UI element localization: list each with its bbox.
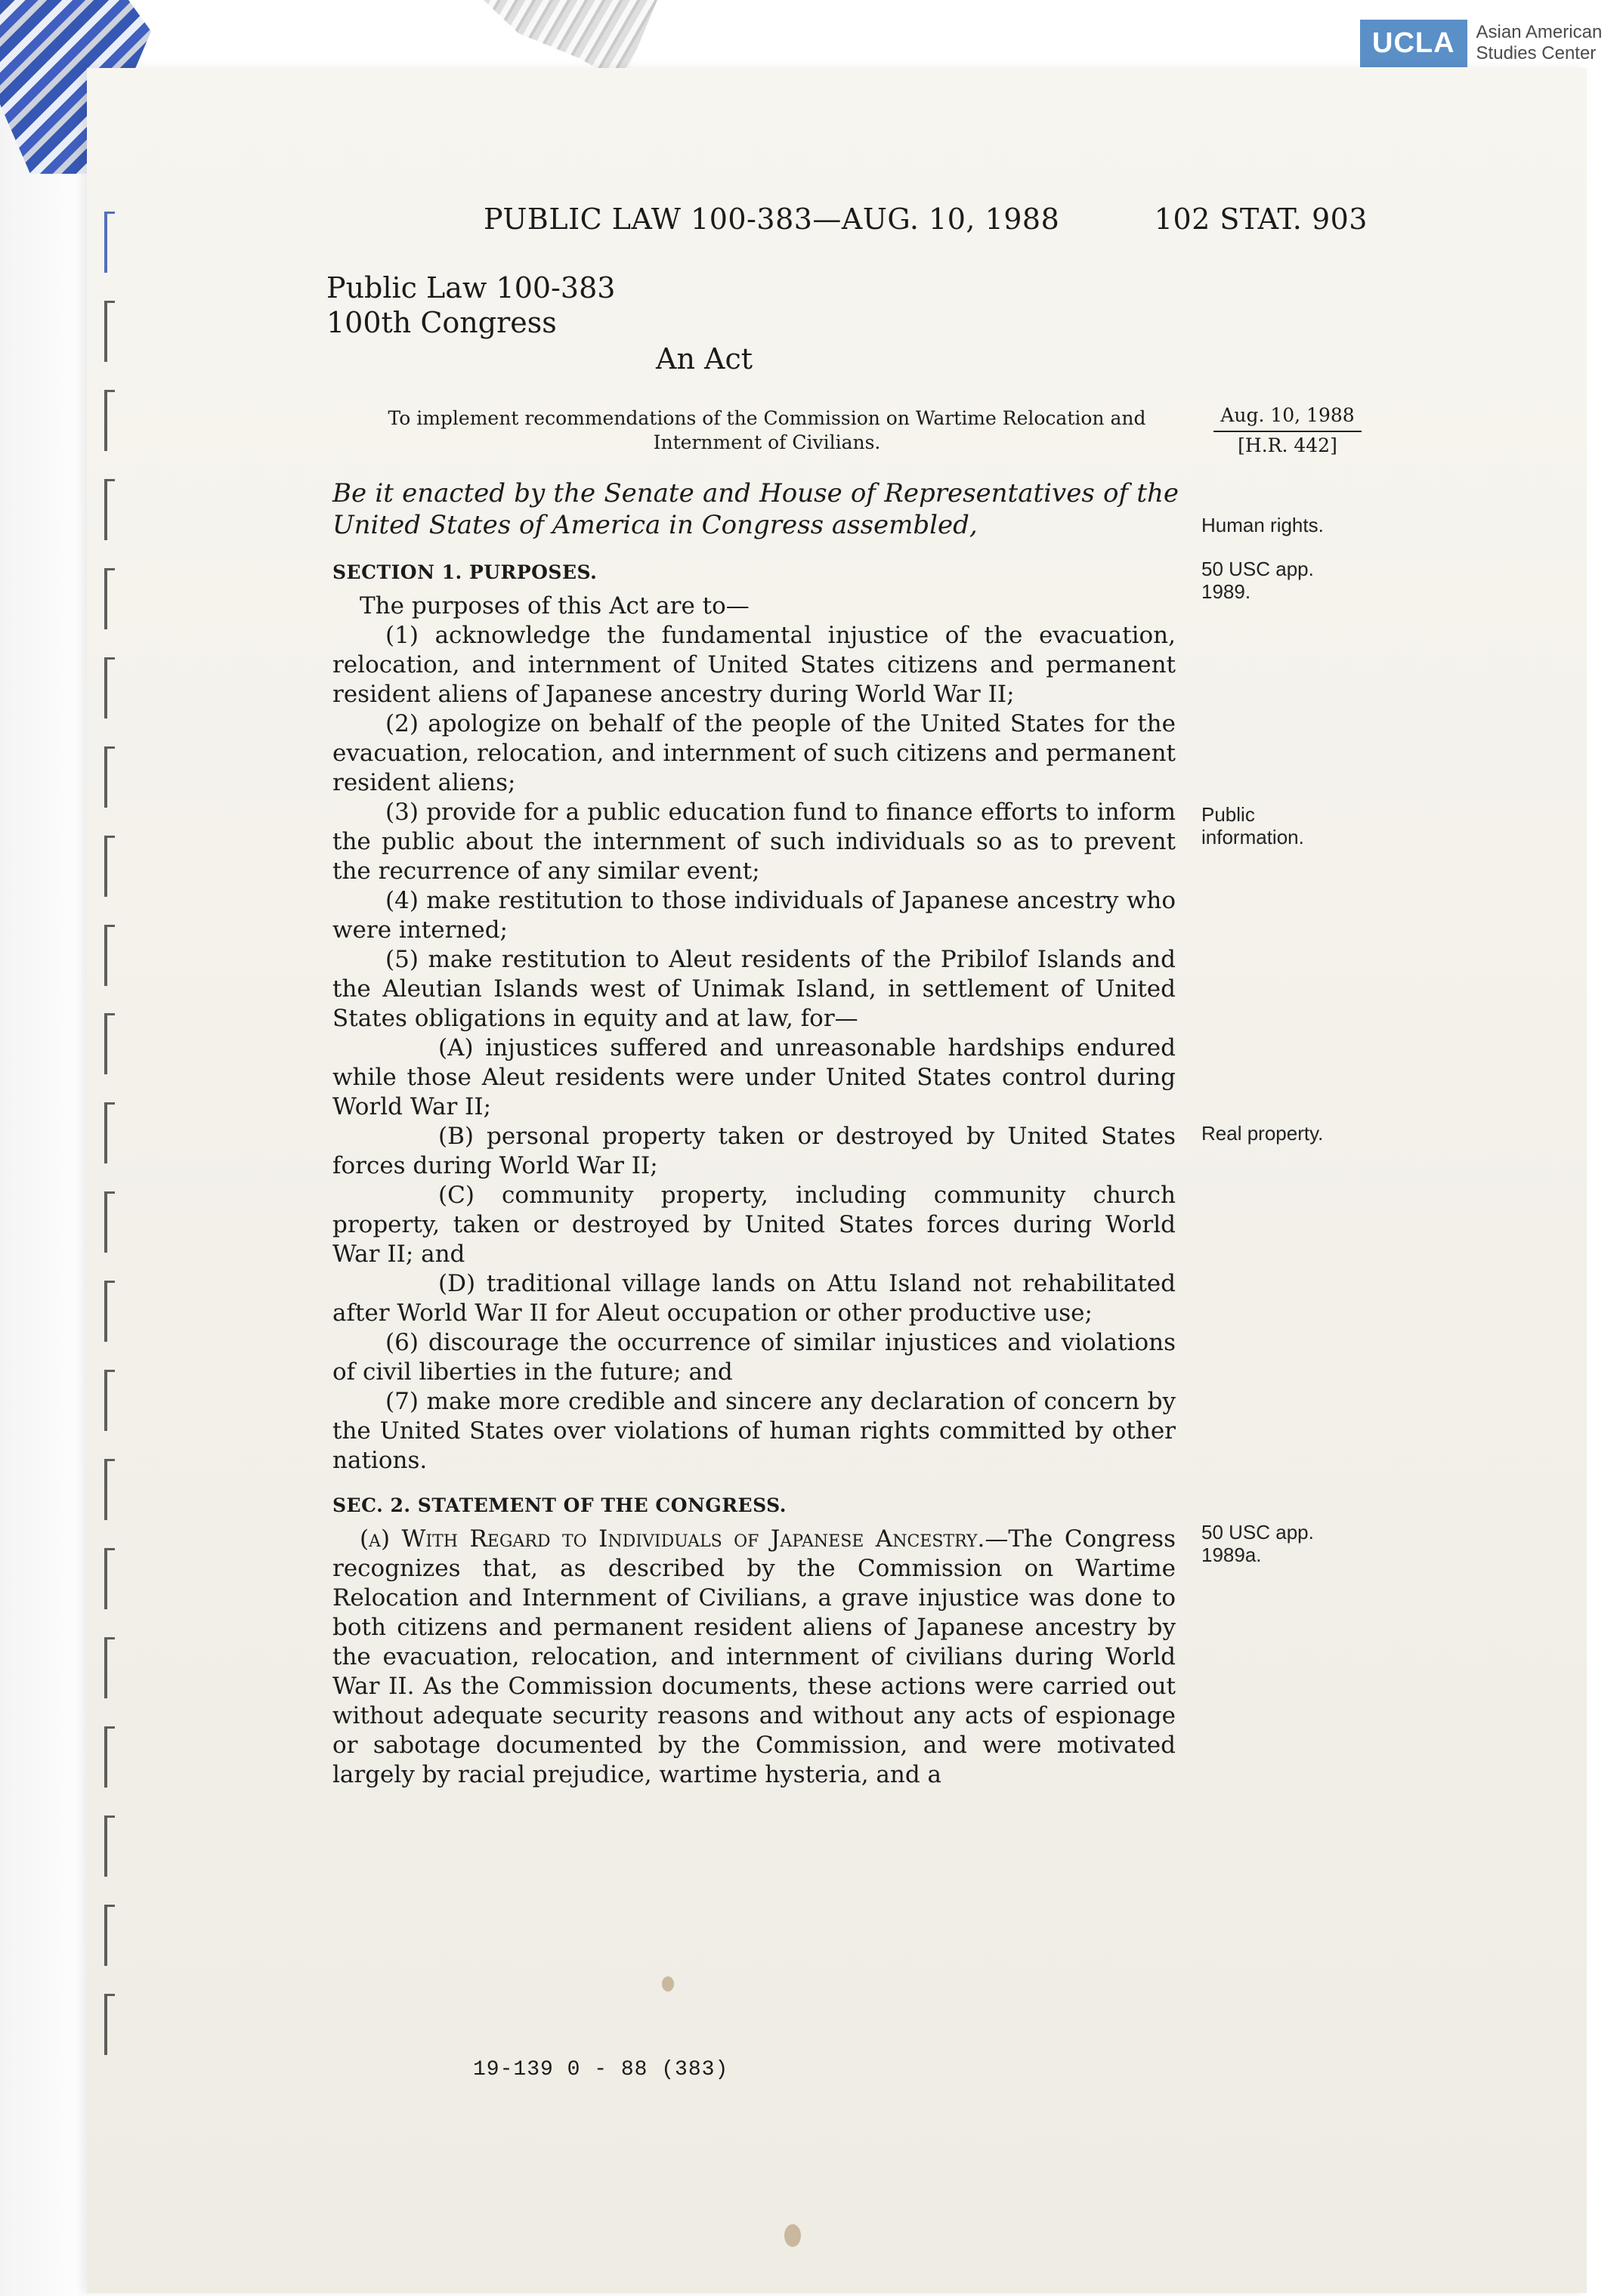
binding-ring [104,1102,115,1163]
paper-smudge [662,1976,674,1992]
binding-ring [104,1637,115,1698]
binding-ring [104,479,115,540]
section-2-lead: (a) With Regard to Individuals of Japanese Ancestry. [360,1525,985,1553]
binding-ring [104,568,115,629]
binding-ring [104,657,115,718]
usc-1989-line-1: 50 USC app. [1201,558,1314,580]
margin-note-usc-1989 [1201,558,1314,603]
purpose-6: (6) discourage the occurrence of similar injustices and violations of civil liberties in the future; and [332,1329,1176,1386]
binding-ring [104,212,115,273]
binding-ring [104,1013,115,1074]
margin-note-usc-1989a [1201,1521,1314,1566]
logo-text [1476,22,1603,64]
binding-ring [104,1191,115,1253]
print-code-footer: 19-139 0 - 88 (383) [473,2058,729,2081]
header-left: PUBLIC LAW 100-383—AUG. 10, 1988 [484,202,1060,236]
logo-line-1: Asian American [1476,22,1603,42]
purpose-5d: (D) traditional village lands on Attu Island not rehabilitated after World War II for Aleut occupation or other productive use; [332,1270,1176,1327]
section-1-intro: The purposes of this Act are to— [360,592,750,620]
purpose-5c: (C) community property, including community church property, taken or destroyed by United States forces during World War II; and [332,1182,1176,1268]
running-header [484,202,1368,236]
paper-smudge [784,2224,801,2247]
binding-ring [104,1905,115,1966]
subtitle-line-2: Internment of Civilians. [653,431,881,453]
logo-box: UCLA [1360,20,1467,67]
subtitle-line-1: To implement recommendations of the Commission on Wartime Relocation and [388,407,1146,429]
bill-number: [H.R. 442] [1238,434,1337,456]
binding-ring [104,1281,115,1342]
binding-ring [104,1726,115,1788]
act-subtitle [332,406,1201,455]
ucla-logo [1360,17,1602,70]
section-gap [332,1476,1176,1491]
purpose-5b: (B) personal property taken or destroyed by United States forces during World War II; [332,1123,1176,1179]
binding-ring [104,1370,115,1431]
purpose-5: (5) make restitution to Aleut residents of the Pribilof Islands and the Aleutian Islands west of Unimak Island, in settlement of United States obligations in equity and at law, for— [332,946,1176,1032]
section-1-heading: SECTION 1. PURPOSES. [332,561,598,583]
public-info-line-1: Public [1201,803,1255,826]
binding-ring [104,925,115,986]
usc-1989-line-2: 1989. [1201,580,1251,603]
purpose-7: (7) make more credible and sincere any declaration of concern by the United States over violations of human rights committed by other nations. [332,1388,1176,1474]
binding-ring [104,301,115,362]
law-identifier [326,270,615,340]
section-2-paragraph-a [332,1525,1176,1790]
public-info-line-2: information. [1201,826,1304,848]
binding-ring [104,1548,115,1609]
act-title: An Act [656,342,753,375]
enactment-date: Aug. 10, 1988 [1213,402,1362,432]
binding-ring [104,836,115,897]
margin-note-human-rights: Human rights. [1201,514,1324,536]
binding-ring [104,1815,115,1877]
purpose-2: (2) apologize on behalf of the people of the United States for the evacuation, relocation, and internment of such citizens and permanent resident aliens; [332,710,1176,796]
congress-number: 100th Congress [326,306,557,339]
usc-1989a-line-1: 50 USC app. [1201,1521,1314,1544]
binding-ring [104,1459,115,1520]
purpose-3: (3) provide for a public education fund to finance efforts to inform the public about the internment of such individuals so as to prevent the recurrence of any similar event; [332,799,1176,885]
section-2-heading: SEC. 2. STATEMENT OF THE CONGRESS. [332,1494,787,1516]
logo-line-2: Studies Center [1476,43,1597,63]
usc-1989a-line-2: 1989a. [1201,1544,1262,1566]
margin-note-public-information [1201,803,1304,848]
law-number: Public Law 100-383 [326,271,616,304]
purpose-5a: (A) injustices suffered and unreasonable hardships endured while those Aleut residents were under United States control during World War II; [332,1034,1176,1120]
binding-ring [104,746,115,808]
binding-ring [104,1994,115,2055]
document-body [332,558,1176,1790]
spiral-binding [104,212,127,2055]
binding-ring [104,390,115,451]
header-right: 102 STAT. 903 [1154,202,1368,236]
purpose-1: (1) acknowledge the fundamental injustice of the evacuation, relocation, and internment of United States citizens and permanent resident aliens of Japanese ancestry during World War II; [332,622,1176,708]
purpose-4: (4) make restitution to those individuals of Japanese ancestry who were interned; [332,887,1176,944]
section-2-text: —The Congress recognizes that, as described by the Commission on Wartime Relocation and Internment of Civilians, a grave injustice was done to both citizens and permanent resident aliens of Japanese ancestry by the evacuation, relocation, and internment of civilians during World War II. As the Commission documents, these actions were carried out without adequate security reasons and without any acts of espionage or sabotage documented by the Commission, and were motivated largely by racial prejudice, wartime hysteria, and a [332,1525,1176,1788]
enacting-clause: Be it enacted by the Senate and House of Representatives of the United States of America in Congress assembled, [332,478,1179,540]
date-reference [1213,402,1362,459]
margin-note-real-property: Real property. [1201,1122,1324,1145]
